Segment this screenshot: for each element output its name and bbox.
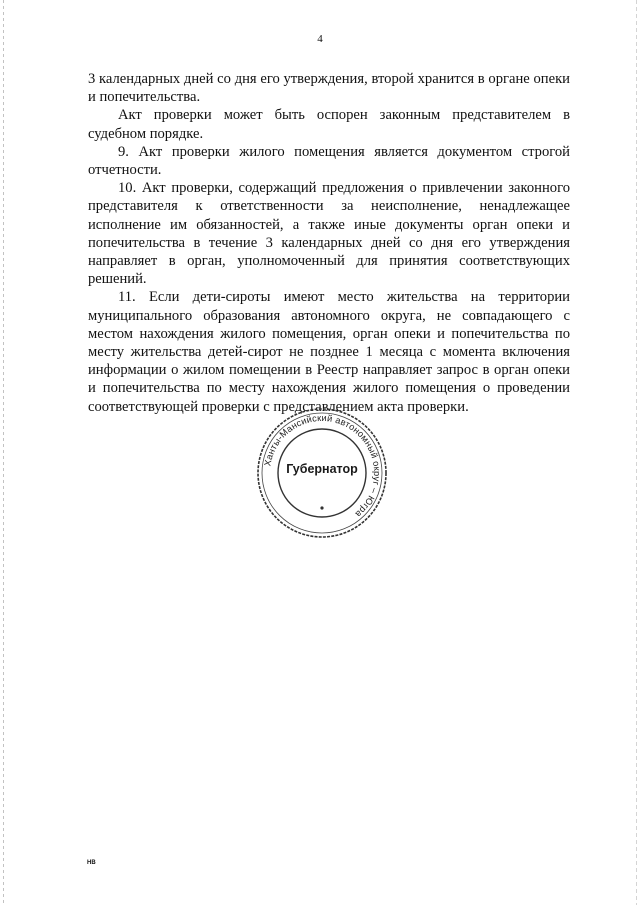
footer-code: HB	[87, 860, 96, 866]
scan-edge-left	[3, 0, 4, 905]
seal-title: Губернатор	[286, 462, 358, 476]
seal-ring-text: Ханты-Мансийский автономный округ – Югра	[262, 412, 383, 520]
paragraph-11: 11. Если дети-сироты имеют место жительства на территории муниципального образования автономного округа, не совпадающего с местом нахождения жилого помещения, орган опеки и попечительства по месту жительства детей-сирот не позднее 1 месяца с момента включения информации о жилом помещении в Реестр направляет запрос в орган опеки и попечительства по месту нахождения жилого помещения о проведении соответствующей проверки с представлением акта проверки.	[88, 289, 570, 415]
paragraph-appeal: Акт проверки может быть оспорен законным представителем в судебном порядке.	[88, 107, 570, 142]
paragraph-9: 9. Акт проверки жилого помещения является документом строгой отчетности.	[88, 143, 570, 179]
document-body	[88, 70, 570, 416]
paragraph-continuation: 3 календарных дней со дня его утверждения, второй хранится в органе опеки и попечительства.	[88, 71, 570, 106]
scan-edge-right	[636, 0, 637, 905]
page-number: 4	[317, 33, 323, 45]
governor-seal	[254, 405, 390, 541]
paragraph-10: 10. Акт проверки, содержащий предложения о привлечении законного представителя к ответственности за неисполнение, ненадлежащее исполнение им обязанностей, а также иные документы орган опеки и попечительства в течение 3 календарных дней со дня его утверждения направляет в орган, уполномоченный для принятия соответствующих решений.	[88, 180, 570, 288]
